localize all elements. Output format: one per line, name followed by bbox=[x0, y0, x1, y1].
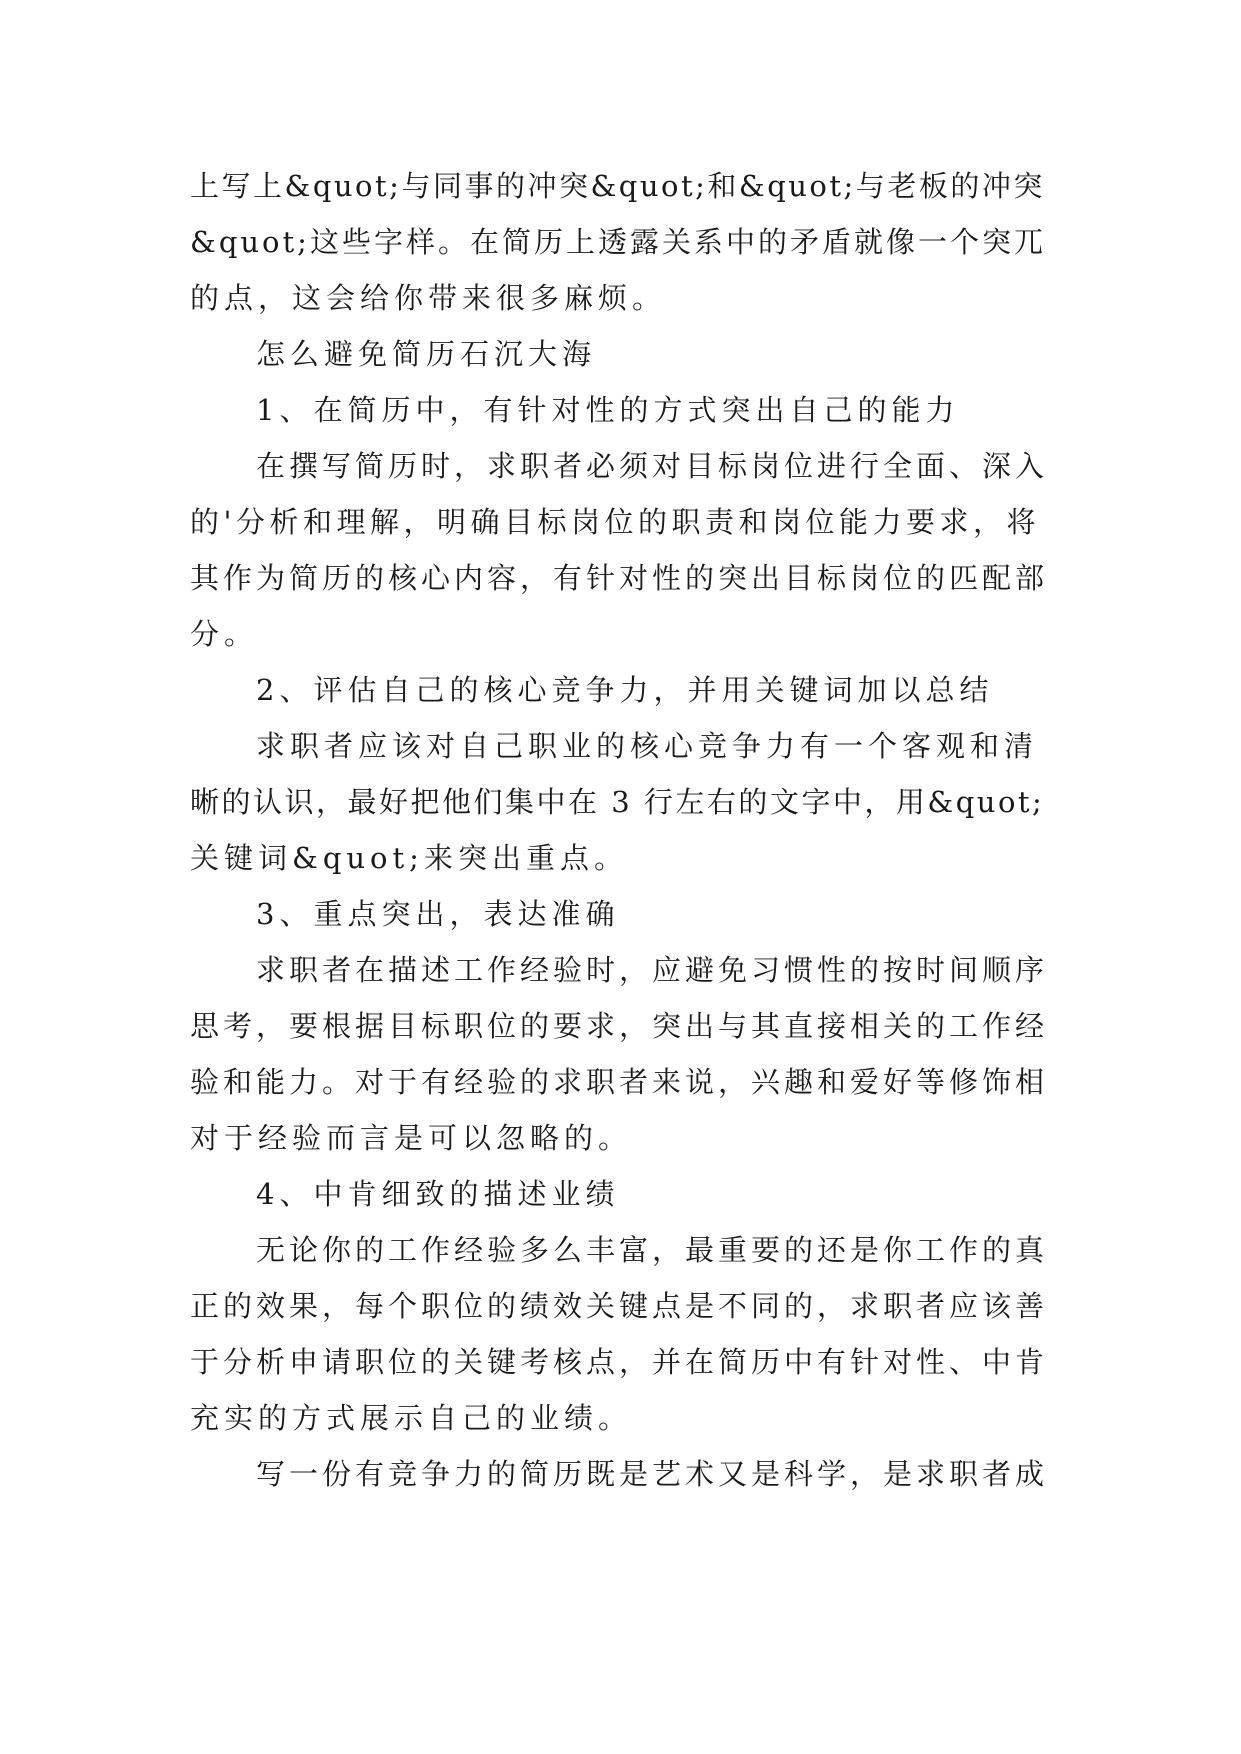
paragraph-line: 求职者在描述工作经验时，应避免习惯性的按时间顺序 bbox=[256, 953, 1049, 987]
paragraph-line: 分。 bbox=[190, 617, 259, 651]
paragraph-line: 思考，要根据目标职位的要求，突出与其直接相关的工作经 bbox=[190, 1009, 1049, 1043]
paragraph-line: 的'分析和理解，明确目标岗位的职责和岗位能力要求，将 bbox=[190, 505, 1040, 539]
paragraph-line: 无论你的工作经验多么丰富，最重要的还是你工作的真 bbox=[256, 1233, 1049, 1267]
section-heading: 怎么避免简历石沉大海 bbox=[256, 337, 597, 371]
section-heading: 2、评估自己的核心竞争力，并用关键词加以总结 bbox=[256, 673, 994, 707]
paragraph-line: 其作为简历的核心内容，有针对性的突出目标岗位的匹配部 bbox=[190, 561, 1049, 595]
text-line: 的点，这会给你带来很多麻烦。 bbox=[190, 281, 667, 315]
paragraph-line: 正的效果，每个职位的绩效关键点是不同的，求职者应该善 bbox=[190, 1289, 1049, 1323]
paragraph-line: 关键词&quot;来突出重点。 bbox=[190, 841, 628, 875]
paragraph-line: 验和能力。对于有经验的求职者来说，兴趣和爱好等修饰相 bbox=[190, 1065, 1049, 1099]
paragraph-line: 充实的方式展示自己的业绩。 bbox=[190, 1401, 633, 1435]
paragraph-line: 对于经验而言是可以忽略的。 bbox=[190, 1121, 633, 1155]
text-line: &quot;这些字样。在简历上透露关系中的矛盾就像一个突兀 bbox=[190, 225, 1046, 259]
paragraph-line: 写一份有竞争力的简历既是艺术又是科学，是求职者成 bbox=[256, 1457, 1049, 1491]
section-heading: 4、中肯细致的描述业绩 bbox=[256, 1177, 620, 1211]
section-heading: 3、重点突出，表达准确 bbox=[256, 897, 620, 931]
paragraph-line: 于分析申请职位的关键考核点，并在简历中有针对性、中肯 bbox=[190, 1345, 1049, 1379]
paragraph-line: 求职者应该对自己职业的核心竞争力有一个客观和清 bbox=[256, 729, 1039, 763]
text-line: 上写上&quot;与同事的冲突&quot;和&quot;与老板的冲突 bbox=[190, 169, 1045, 203]
paragraph-line: 晰的认识，最好把他们集中在 3 行左右的文字中，用&quot; bbox=[190, 785, 1045, 819]
paragraph-line: 在撰写简历时，求职者必须对目标岗位进行全面、深入 bbox=[256, 449, 1049, 483]
section-heading: 1、在简历中，有针对性的方式突出自己的能力 bbox=[256, 393, 960, 427]
